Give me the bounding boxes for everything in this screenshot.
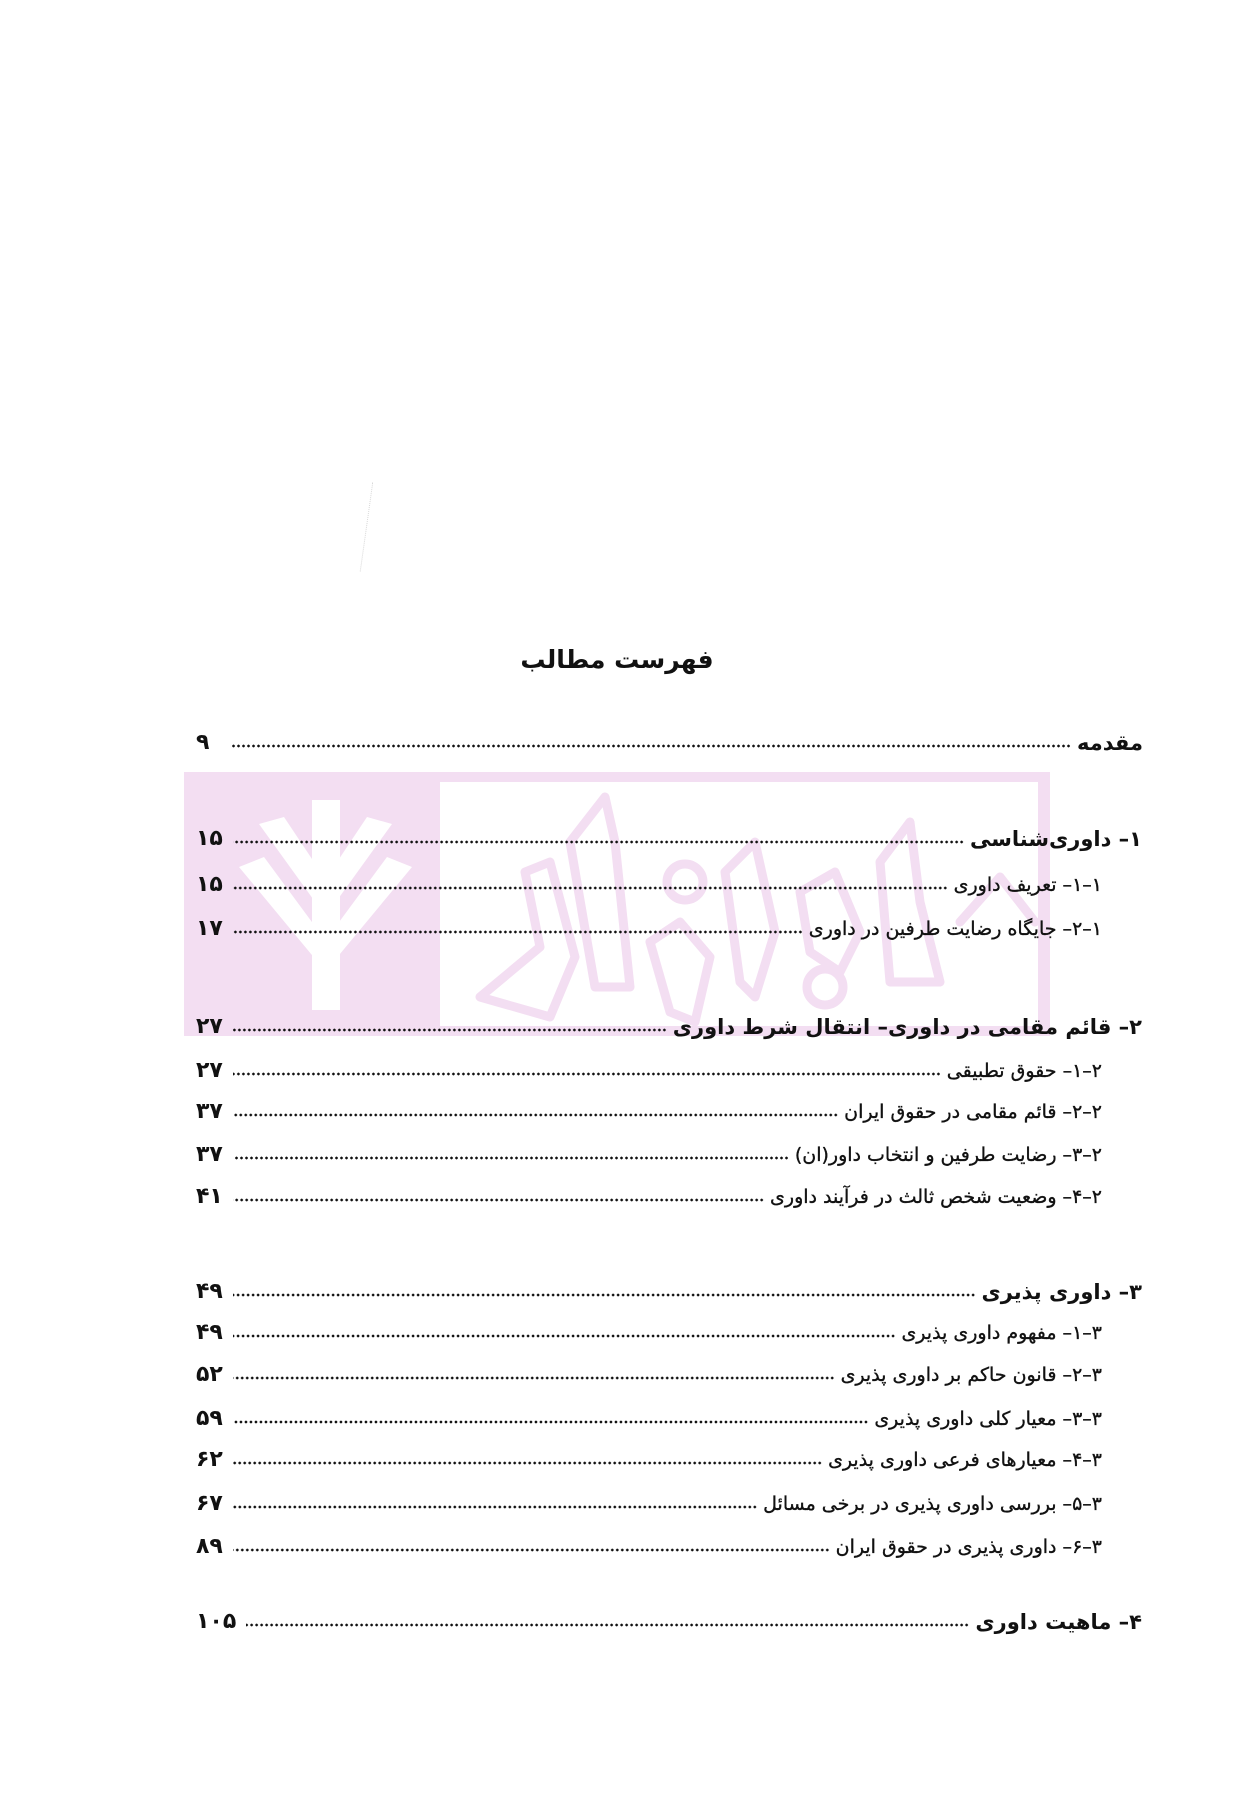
toc-entry-label: ۳–۱– مفهوم داوری پذیری — [901, 1322, 1102, 1344]
toc-title: فهرست مطالب — [520, 645, 714, 674]
toc-leader-dots — [233, 1196, 764, 1204]
toc-entry-section[interactable] — [196, 910, 1102, 944]
toc-entry-label: ۲–۲– قائم مقامی در حقوق ایران — [844, 1101, 1102, 1123]
toc-leader-dots — [233, 1459, 822, 1467]
toc-entry-page: ۴۹ — [196, 1279, 223, 1304]
toc-entry-label: ۱–۲– جایگاه رضایت طرفین در داوری — [808, 918, 1102, 940]
toc-leader-dots — [233, 1026, 667, 1034]
toc-leader-dots — [233, 1374, 835, 1382]
toc-entry-section[interactable] — [196, 866, 1102, 900]
toc-entry-label: ۳–۴– معیارهای فرعی داوری پذیری — [828, 1449, 1102, 1471]
toc-entry-section[interactable] — [196, 1178, 1102, 1212]
toc-entry-section[interactable] — [196, 1528, 1102, 1562]
toc-leader-dots — [233, 838, 964, 846]
toc-entry-page: ۱۷ — [196, 916, 223, 941]
toc-entry-page: ۵۲ — [196, 1362, 223, 1387]
toc-entry-section[interactable] — [196, 1356, 1102, 1390]
toc-leader-dots — [246, 1621, 969, 1629]
toc-entry-page: ۳۷ — [196, 1099, 223, 1124]
toc-entry-label: ۴– ماهیت داوری — [975, 1610, 1142, 1634]
toc-entry-page: ۶۲ — [196, 1447, 223, 1472]
toc-entry-page: ۴۱ — [196, 1184, 223, 1209]
toc-entry-chapter[interactable] — [196, 820, 1142, 854]
toc-leader-dots — [233, 1154, 789, 1162]
toc-entry-page: ۴۹ — [196, 1320, 223, 1345]
toc-entry-section[interactable] — [196, 1093, 1102, 1127]
toc-entry-section[interactable] — [196, 1485, 1102, 1519]
toc-entry-page: ۲۷ — [196, 1014, 223, 1039]
toc-leader-dots — [233, 1291, 976, 1299]
toc-leader-dots — [233, 1070, 941, 1078]
toc-entry-section[interactable] — [196, 1441, 1102, 1475]
toc-leader-dots — [233, 884, 948, 892]
toc-entry-chapter[interactable] — [196, 1008, 1142, 1042]
toc-entry-page: ۱۰۵ — [196, 1609, 237, 1634]
toc-entry-section[interactable] — [196, 1314, 1102, 1348]
toc-entry-label: ۳–۳– معیار کلی داوری پذیری — [874, 1408, 1102, 1430]
toc-leader-dots — [233, 1111, 838, 1119]
toc-entry-label: ۲–۳– رضایت طرفین و انتخاب داور(ان) — [794, 1144, 1102, 1166]
toc-entry-label: ۳– داوری پذیری — [981, 1280, 1142, 1304]
toc-leader-dots — [233, 1546, 830, 1554]
toc-entry-label: ۲–۴– وضعیت شخص ثالث در فرآیند داوری — [770, 1186, 1102, 1208]
toc-leader-dots — [233, 1503, 757, 1511]
toc-entry-label: ۲– قائم مقامی در داوری– انتقال شرط داوری — [672, 1015, 1142, 1039]
toc-entry-section[interactable] — [196, 1400, 1102, 1434]
toc-leader-dots — [233, 1332, 896, 1340]
toc-entry-page: ۲۷ — [196, 1058, 223, 1083]
toc-entry-intro[interactable] — [196, 724, 1143, 758]
toc-entry-page: ۸۹ — [196, 1534, 223, 1559]
toc-entry-label: ۱– داوری‌شناسی — [969, 827, 1142, 851]
toc-entry-label: ۱–۱– تعریف داوری — [953, 874, 1102, 896]
toc-entry-chapter[interactable] — [196, 1603, 1142, 1637]
toc-entry-page: ۳۷ — [196, 1142, 223, 1167]
toc-entry-page: ۱۵ — [196, 872, 223, 897]
toc-entry-page: ۶۷ — [196, 1491, 223, 1516]
toc-entry-page: ۹ — [196, 730, 210, 755]
toc-leader-dots — [230, 742, 1071, 750]
toc-leader-dots — [233, 1418, 868, 1426]
toc-entry-label: ۳–۶– داوری پذیری در حقوق ایران — [835, 1536, 1102, 1558]
toc-entry-label: ۳–۵– بررسی داوری پذیری در برخی مسائل — [763, 1493, 1102, 1515]
toc-entry-page: ۱۵ — [196, 826, 223, 851]
toc-entry-section[interactable] — [196, 1052, 1102, 1086]
toc-entry-section[interactable] — [196, 1136, 1102, 1170]
toc-entry-label: مقدمه — [1077, 731, 1143, 755]
toc-entry-page: ۵۹ — [196, 1406, 223, 1431]
toc-entry-chapter[interactable] — [196, 1273, 1142, 1307]
toc-entry-label: ۲–۱– حقوق تطبیقی — [946, 1060, 1102, 1082]
toc-entry-label: ۳–۲– قانون حاکم بر داوری پذیری — [840, 1364, 1102, 1386]
toc-leader-dots — [233, 928, 803, 936]
